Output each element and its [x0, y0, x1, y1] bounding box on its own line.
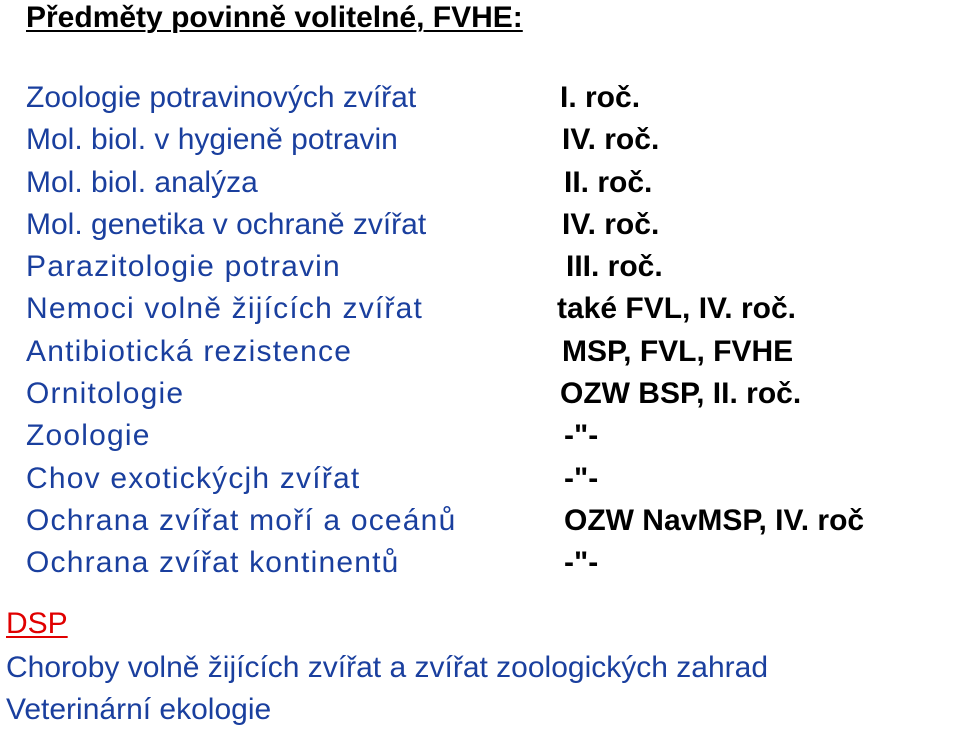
course-name: Zoologie [26, 419, 151, 453]
course-row [0, 249, 960, 291]
course-row [0, 334, 960, 376]
course-name: Mol. biol. analýza [26, 165, 258, 199]
course-row [0, 165, 960, 207]
course-row [0, 376, 960, 418]
course-note: I. roč. [560, 81, 641, 114]
course-note: III. roč. [566, 250, 663, 284]
course-row [0, 545, 960, 587]
course-note: také FVL, IV. roč. [557, 292, 796, 326]
course-note: -"- [564, 546, 599, 580]
course-row [0, 418, 960, 460]
course-name: Chov exotickýcjh zvířat [26, 461, 361, 495]
page-title: Předměty povinně volitelné, FVHE: [26, 1, 523, 34]
dsp-heading: DSP [6, 607, 68, 640]
course-row [0, 503, 960, 545]
course-note: MSP, FVL, FVHE [562, 334, 794, 368]
course-note: -"- [564, 461, 599, 495]
course-row [0, 291, 960, 333]
course-name: Zoologie potravinových zvířat [26, 81, 417, 114]
course-note: II. roč. [564, 165, 653, 199]
dsp-item: Veterinární ekologie [6, 693, 272, 726]
course-note: OZW NavMSP, IV. roč [564, 503, 865, 537]
course-row [0, 80, 960, 122]
course-row [0, 461, 960, 503]
course-note: -"- [564, 419, 599, 453]
course-row [0, 207, 960, 249]
course-name: Mol. genetika v ochraně zvířat [26, 207, 427, 241]
course-name: Ochrana zvířat moří a oceánů [26, 503, 457, 537]
course-name: Ornitologie [26, 377, 185, 411]
course-name: Mol. biol. v hygieně potravin [26, 123, 398, 157]
dsp-item: Choroby volně žijících zvířat a zvířat zoologických zahrad [6, 651, 768, 684]
course-name: Nemoci volně žijících zvířat [26, 292, 424, 326]
course-note: OZW BSP, II. roč. [560, 377, 802, 411]
course-row [0, 122, 960, 164]
course-name: Ochrana zvířat kontinentů [26, 546, 400, 580]
course-note: IV. roč. [562, 207, 660, 241]
course-list [0, 80, 960, 588]
course-name: Antibiotická rezistence [26, 334, 353, 368]
course-name: Parazitologie potravin [26, 250, 341, 284]
course-note: IV. roč. [562, 123, 660, 157]
